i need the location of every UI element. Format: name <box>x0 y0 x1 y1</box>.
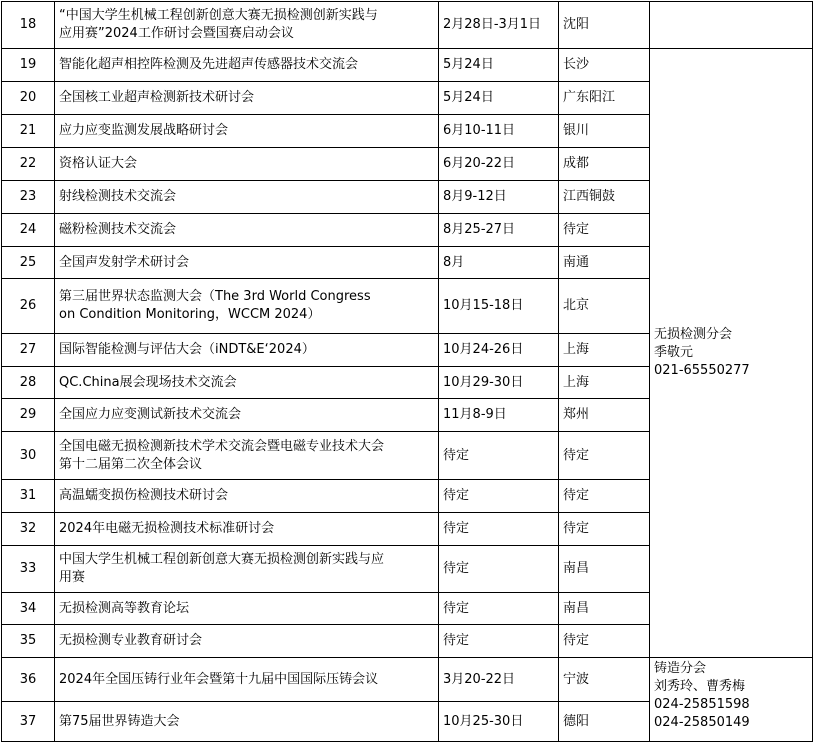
row-number: 29 <box>2 399 55 432</box>
event-name-line: 无损检测高等教育论坛 <box>59 600 190 616</box>
row-number: 19 <box>2 49 55 82</box>
event-schedule-table <box>1 1 813 742</box>
event-location: 待定 <box>559 480 650 513</box>
event-name-line: 无损检测专业教育研讨会 <box>59 633 203 648</box>
event-name-line: 磁粉检测技术交流会 <box>59 222 177 237</box>
event-location: 成都 <box>559 148 650 181</box>
event-location: 上海 <box>559 367 650 399</box>
event-name <box>55 513 439 546</box>
event-location: 宁波 <box>559 658 650 702</box>
table-row <box>2 2 813 49</box>
event-date: 待定 <box>439 480 559 513</box>
event-name <box>55 82 439 115</box>
event-name-line: 全国声发射学术研讨会 <box>59 254 190 270</box>
row-number: 34 <box>2 593 55 625</box>
event-date: 11月8-9日 <box>439 399 559 432</box>
row-number: 37 <box>2 702 55 742</box>
contact-ndt-branch-line: 021-65550277 <box>654 363 750 378</box>
event-name-line: 全国应力应变测试新技术交流会 <box>59 407 242 422</box>
event-name <box>55 480 439 513</box>
event-date: 待定 <box>439 432 559 480</box>
event-date: 8月9-12日 <box>439 181 559 214</box>
event-name-line: 全国核工业超声检测新技术研讨会 <box>59 90 255 105</box>
event-name <box>55 399 439 432</box>
event-name-line: on Condition Monitoring，WCCM 2024） <box>59 307 321 322</box>
event-name <box>55 334 439 367</box>
event-name <box>55 625 439 658</box>
event-date: 8月 <box>439 247 559 279</box>
event-name-line: 射线检测技术交流会 <box>59 189 177 204</box>
row-number: 18 <box>2 2 55 49</box>
contact-foundry-branch-line: 铸造分会 <box>654 661 707 676</box>
table-body <box>2 2 813 742</box>
event-location: 待定 <box>559 513 650 546</box>
event-date: 待定 <box>439 546 559 593</box>
event-date: 6月10-11日 <box>439 115 559 148</box>
contact-foundry-branch-line: 024-25851598 <box>654 697 750 712</box>
event-name <box>55 432 439 480</box>
event-name-line: 中国大学生机械工程创新创意大赛无损检测创新实践与应 <box>59 552 385 567</box>
event-date: 待定 <box>439 513 559 546</box>
event-name <box>55 593 439 625</box>
row-number: 24 <box>2 214 55 247</box>
row-number: 28 <box>2 367 55 399</box>
table-row <box>2 49 813 82</box>
event-name-line: 智能化超声相控阵检测及先进超声传感器技术交流会 <box>59 57 359 72</box>
event-name <box>55 546 439 593</box>
event-date: 10月15-18日 <box>439 279 559 334</box>
event-location: 待定 <box>559 214 650 247</box>
event-name-line: 应力应变监测发展战略研讨会 <box>59 123 229 138</box>
event-name-line: 应用赛”2024工作研讨会暨国赛启动会议 <box>59 26 294 41</box>
row-number: 25 <box>2 247 55 279</box>
row-number: 36 <box>2 658 55 702</box>
event-name-line: 2024年全国压铸行业年会暨第十九届中国国际压铸会议 <box>59 671 379 687</box>
event-date: 10月29-30日 <box>439 367 559 399</box>
event-location: 江西铜鼓 <box>559 181 650 214</box>
event-name <box>55 279 439 334</box>
event-name <box>55 214 439 247</box>
contact-cell-previous <box>650 2 813 49</box>
event-date: 5月24日 <box>439 82 559 115</box>
event-location: 沈阳 <box>559 2 650 49</box>
row-number: 35 <box>2 625 55 658</box>
event-name-line: 国际智能检测与评估大会（iNDT&E‘2024） <box>59 342 315 357</box>
event-name-line: 第十二届第二次全体会议 <box>59 456 203 472</box>
event-date: 待定 <box>439 625 559 658</box>
contact-ndt-branch-line: 无损检测分会 <box>654 327 733 342</box>
row-number: 32 <box>2 513 55 546</box>
event-name <box>55 247 439 279</box>
event-name-line: 第三届世界状态监测大会（The 3rd World Congress <box>59 289 371 304</box>
event-name-line: QC.China展会现场技术交流会 <box>59 374 237 390</box>
event-name <box>55 367 439 399</box>
event-location: 待定 <box>559 625 650 658</box>
event-name <box>55 181 439 214</box>
event-name-line: 资格认证大会 <box>59 156 138 171</box>
row-number: 33 <box>2 546 55 593</box>
event-name <box>55 115 439 148</box>
event-name-line: 用赛 <box>59 570 86 585</box>
event-date: 待定 <box>439 593 559 625</box>
contact-foundry-branch <box>650 658 813 742</box>
contact-foundry-branch-line: 刘秀玲、曹秀梅 <box>654 679 746 694</box>
event-location: 待定 <box>559 432 650 480</box>
event-location: 长沙 <box>559 49 650 82</box>
event-name-line: 2024年电磁无损检测技术标准研讨会 <box>59 521 275 536</box>
event-location: 南通 <box>559 247 650 279</box>
event-name <box>55 49 439 82</box>
event-date: 3月20-22日 <box>439 658 559 702</box>
event-name-line: 高温蠕变损伤检测技术研讨会 <box>59 488 229 503</box>
event-name <box>55 148 439 181</box>
event-date: 10月24-26日 <box>439 334 559 367</box>
event-location: 德阳 <box>559 702 650 742</box>
event-date: 6月20-22日 <box>439 148 559 181</box>
contact-foundry-branch-line: 024-25850149 <box>654 715 750 730</box>
row-number: 26 <box>2 279 55 334</box>
event-location: 银川 <box>559 115 650 148</box>
row-number: 30 <box>2 432 55 480</box>
contact-ndt-branch-line: 季敬元 <box>654 345 694 360</box>
event-location: 郑州 <box>559 399 650 432</box>
row-number: 31 <box>2 480 55 513</box>
event-name <box>55 702 439 742</box>
event-location: 南昌 <box>559 546 650 593</box>
event-date: 10月25-30日 <box>439 702 559 742</box>
row-number: 21 <box>2 115 55 148</box>
row-number: 22 <box>2 148 55 181</box>
event-location: 上海 <box>559 334 650 367</box>
contact-ndt-branch <box>650 49 813 658</box>
row-number: 23 <box>2 181 55 214</box>
event-date: 2月28日-3月1日 <box>439 2 559 49</box>
event-name <box>55 658 439 702</box>
event-name-line: 全国电磁无损检测新技术学术交流会暨电磁专业技术大会 <box>59 438 385 454</box>
row-number: 27 <box>2 334 55 367</box>
table-row <box>2 658 813 702</box>
event-name <box>55 2 439 49</box>
event-name-line: 第75届世界铸造大会 <box>59 713 180 729</box>
event-location: 广东阳江 <box>559 82 650 115</box>
event-date: 5月24日 <box>439 49 559 82</box>
event-location: 北京 <box>559 279 650 334</box>
event-location: 南昌 <box>559 593 650 625</box>
row-number: 20 <box>2 82 55 115</box>
event-name-line: “中国大学生机械工程创新创意大赛无损检测创新实践与 <box>59 8 378 23</box>
event-date: 8月25-27日 <box>439 214 559 247</box>
